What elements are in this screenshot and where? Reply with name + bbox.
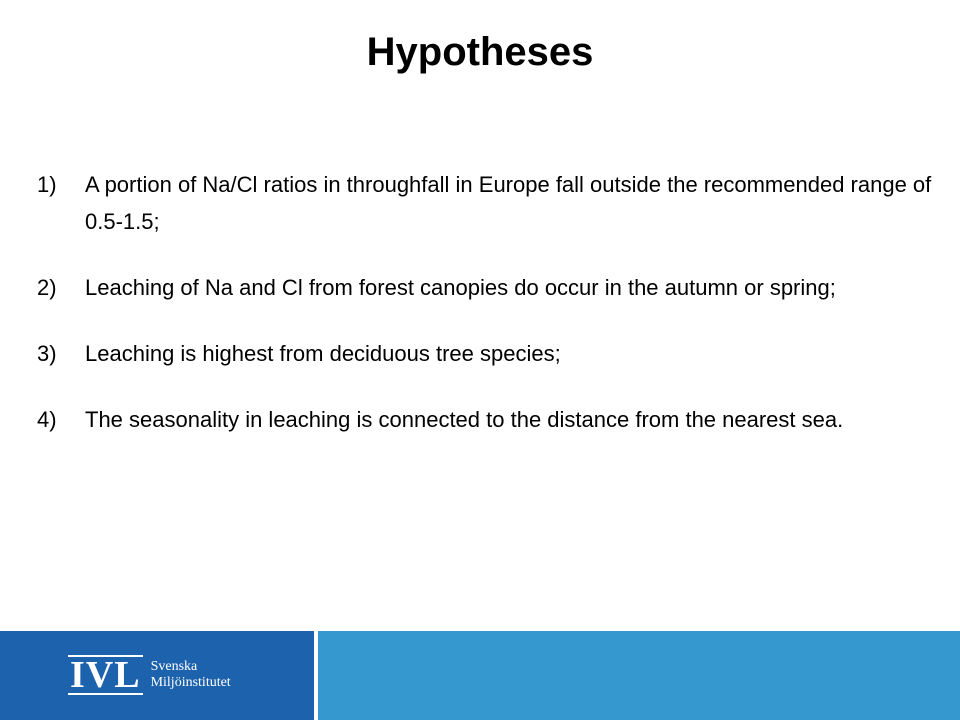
ivl-logo-text <box>151 659 231 691</box>
list-item-text: The seasonality in leaching is connected to the distance from the nearest sea. <box>85 407 844 432</box>
ivl-logo <box>68 655 231 695</box>
list-item-number: 4) <box>37 407 57 432</box>
list-item <box>37 335 952 372</box>
list-item-text: A portion of Na/Cl ratios in throughfall in Europe fall outside the recommended range of 0.5-1.5; <box>85 172 932 234</box>
list-item-number: 3) <box>37 341 57 366</box>
ivl-logo-mark: IVL <box>70 654 141 696</box>
list-item <box>37 269 952 306</box>
list-item-text: Leaching of Na and Cl from forest canopies do occur in the autumn or spring; <box>85 275 836 300</box>
list-item <box>37 401 952 438</box>
list-item-text: Leaching is highest from deciduous tree species; <box>85 341 561 366</box>
hypotheses-list <box>37 166 952 467</box>
list-item <box>37 166 952 240</box>
list-item-number: 2) <box>37 275 57 300</box>
footer-right-panel <box>318 631 960 720</box>
list-item-number: 1) <box>37 172 57 197</box>
slide-title: Hypotheses <box>366 30 594 74</box>
logo-line-2: Miljöinstitutet <box>150 675 231 690</box>
logo-line-1: Svenska <box>150 659 198 674</box>
